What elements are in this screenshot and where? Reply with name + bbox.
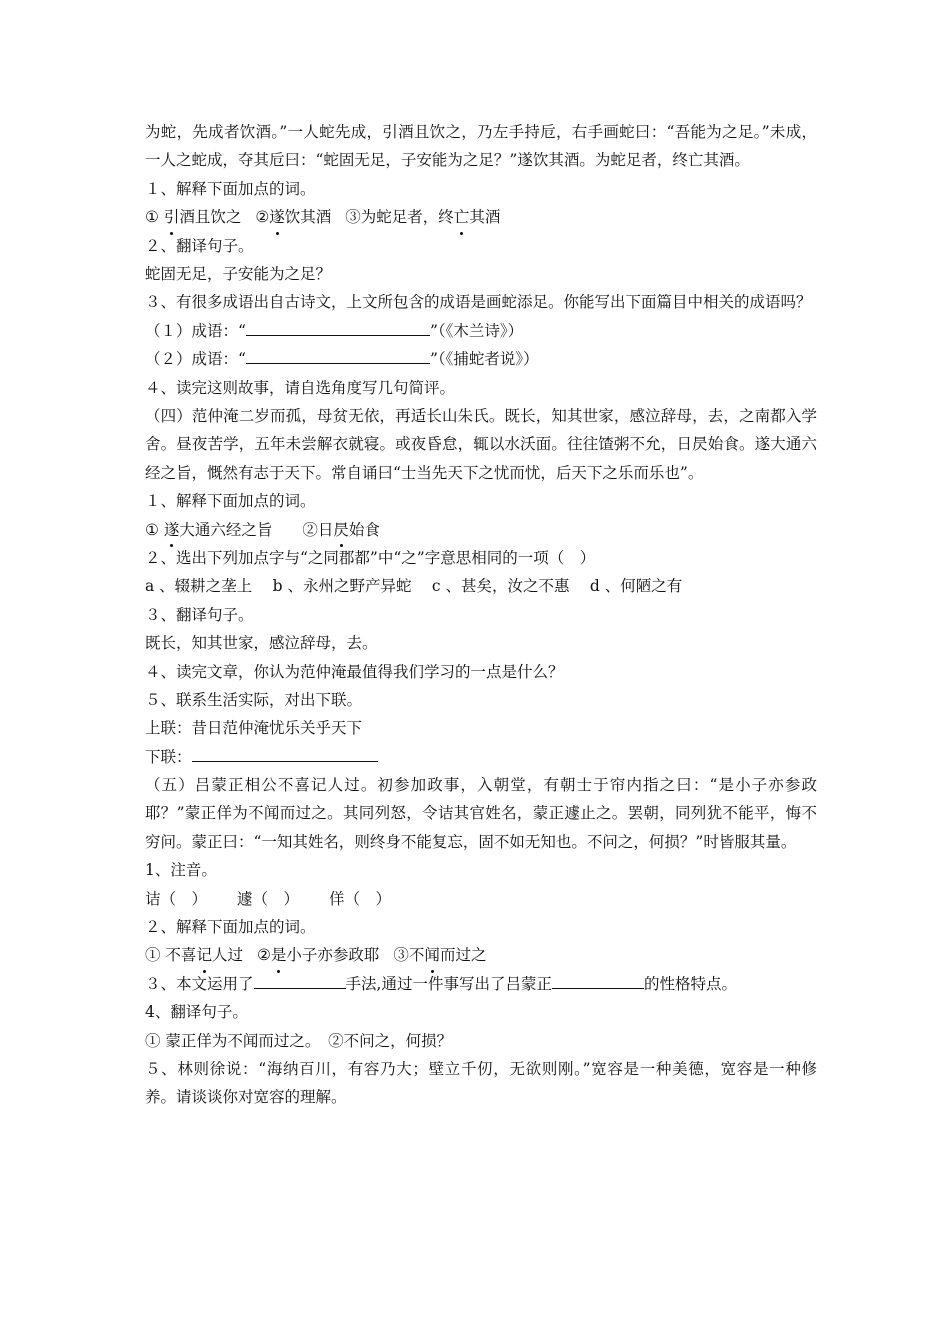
- sentence-s3: 蛇固无足，子安能为之足？: [145, 264, 332, 283]
- answer-blank[interactable]: [552, 972, 644, 989]
- options-s4: a 、辍耕之垄上 b 、永州之野产异蛇 c 、甚矣，汝之不惠 d 、何陋之有: [145, 577, 683, 596]
- pinyin-items: 诘（ ） 遽（ ） 佯（ ）: [145, 889, 392, 908]
- sentence-s5: ① 蒙正佯为不闻而过之。 ②不问之，何损？: [145, 1031, 453, 1050]
- answer-blank[interactable]: [246, 319, 430, 336]
- dotted-word: 是: [271, 941, 287, 969]
- dotted-word: 遂: [269, 203, 285, 231]
- question-s3-3: ３、有很多成语出自古诗文，上文所包含的成语是画蛇添足。你能写出下面篇目中相关的成语吗？: [145, 293, 812, 312]
- answer-blank[interactable]: [254, 972, 346, 989]
- document-page: [145, 118, 817, 1112]
- dotted-word: 昃: [333, 516, 349, 544]
- answer-blank[interactable]: [192, 745, 378, 762]
- question-s5-3: ３、本文运用了 手法,通过一件事写出了吕蒙正 的性格特点。: [145, 970, 817, 998]
- question-s5-1: 1、注音。: [145, 861, 217, 880]
- question-s5-4: 4、翻译句子。: [145, 1003, 248, 1022]
- idiom-item-2: （２）成语：“ ”（《捕蛇者说》）: [145, 345, 817, 373]
- question-s5-2: ２、解释下面加点的词。: [145, 918, 316, 937]
- question-s4-5: ５、联系生活实际，对出下联。: [145, 690, 363, 709]
- story-paragraph-1-tail: 为蛇，先成者饮酒。”一人蛇先成，引酒且饮之，乃左手持卮，右手画蛇曰：“吾能为之足。”未成，一人之蛇成，夺其卮曰：“蛇固无足，子安能为之足？”遂饮其酒。为蛇足者，终亡其酒。: [145, 123, 817, 170]
- question-s3-2: ２、翻译句子。: [145, 236, 254, 255]
- dotted-word: 记: [196, 941, 212, 969]
- passage-4: （四）范仲淹二岁而孤，母贫无依，再适长山朱氏。既长，知其世家，感泣辞母，去，之南都入学舍。昼夜苦学，五年未尝解衣就寝。或夜昏怠，辄以水沃面。往往馇粥不允，日昃始食。遂大通六经之旨，慨然有志于天下。常自诵曰“士当先天下之忧而忧，后天下之乐而乐也”。: [145, 406, 817, 482]
- passage-5: （五）吕蒙正相公不喜记人过。初参加政事，入朝堂，有朝士于帘内指之曰：“是小子亦参政耶？”蒙正佯为不闻而过之。其同列怒，令诘其官姓名，蒙正遽止之。罢朝，同列犹不能平，悔不穷问。蒙正曰：“一知其姓名，则终身不能复忘，固不如无知也。不问之，何损？”时皆服其量。: [145, 776, 817, 851]
- dotted-word: 亡: [454, 203, 470, 231]
- word-list-s4: ① 遂大通六经之旨 ②日昃始食: [145, 516, 817, 544]
- word-list-s5: ① 不喜记人过 ②是小子亦参政耶 ③不闻而过之: [145, 941, 817, 969]
- question-s4-4: ４、读完文章，你认为范仲淹最值得我们学习的一点是什么？: [145, 662, 564, 681]
- question-s4-2: ２、选出下列加点字与“之同郡都”中“之”字意思相同的一项（ ）: [145, 548, 596, 567]
- question-s4-3: ３、翻译句子。: [145, 605, 254, 624]
- dotted-word: 闻: [424, 941, 440, 969]
- dotted-word: 引: [164, 203, 180, 231]
- word-list-s3: ① 引酒且饮之 ②遂饮其酒 ③为蛇足者，终亡其酒: [145, 203, 817, 231]
- question-s3-4: ４、读完这则故事，请自选角度写几句简评。: [145, 378, 456, 397]
- question-s5-5: ５、林则徐说：“海纳百川，有容乃大；壁立千仞，无欲则刚。”宽容是一种美德，宽容是一种修养。请谈谈你对宽容的理解。: [145, 1060, 817, 1107]
- couplet-upper: 上联：昔日范仲淹忧乐关乎天下: [145, 719, 363, 738]
- dotted-word: 遂: [164, 516, 180, 544]
- answer-blank[interactable]: [246, 347, 430, 364]
- sentence-s4: 既长，知其世家，感泣辞母，去。: [145, 634, 378, 653]
- idiom-item-1: （１）成语：“ ”（《木兰诗》）: [145, 317, 817, 345]
- question-s3-1: １、解释下面加点的词。: [145, 179, 316, 198]
- question-s4-1: １、解释下面加点的词。: [145, 492, 316, 511]
- couplet-lower: 下联：: [145, 743, 817, 771]
